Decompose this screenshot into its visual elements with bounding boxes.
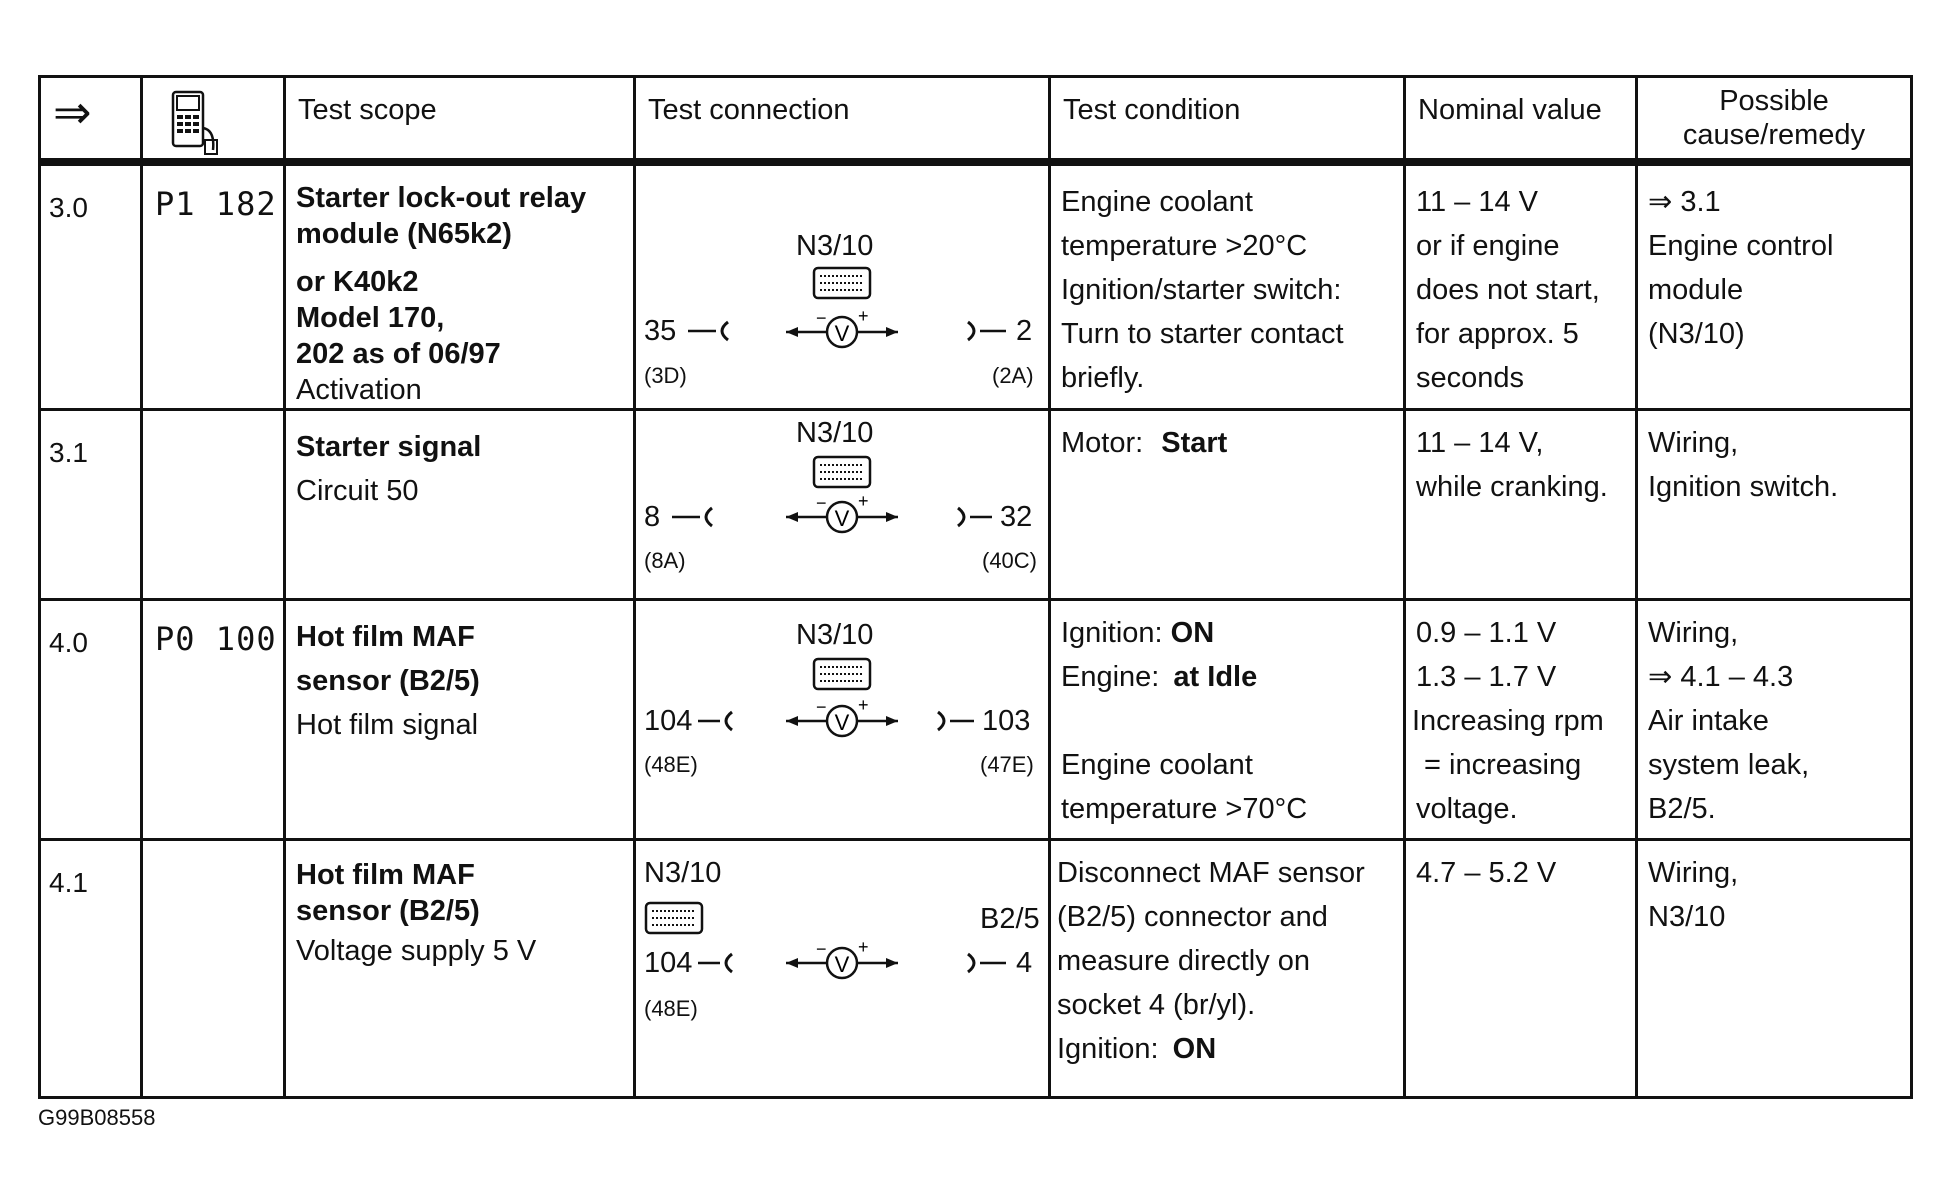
test-condition: Motor: Start [1061, 427, 1228, 459]
table-row [40, 600, 1912, 840]
test-condition: Ignition: ON Engine: at Idle Engine coolant temperature >70°C [1061, 617, 1308, 825]
test-scope: Starter signal Circuit 50 [296, 431, 482, 507]
voltmeter-icon [786, 491, 898, 532]
nominal-value: 11 – 14 V or if engine does not start, for approx. 5 seconds [1416, 186, 1600, 394]
right-pin: 2 [1016, 315, 1033, 347]
fault-code: P1 182 [155, 185, 277, 223]
test-connection [636, 601, 1048, 838]
test-connection [636, 841, 1048, 1096]
connection-diagram [636, 166, 1051, 408]
right-pin-sub: (47E) [980, 752, 1034, 777]
step-number: 4.1 [49, 867, 88, 898]
nominal-value: 4.7 – 5.2 V [1416, 857, 1557, 889]
ecu-connector-icon [814, 268, 870, 298]
possible-cause: ⇒ 3.1 Engine control module (N3/10) [1648, 186, 1834, 350]
header-row [40, 77, 1912, 163]
header-tester [142, 77, 285, 163]
svg-text:+: + [858, 695, 869, 715]
table-row [40, 162, 1912, 410]
fault-code: P0 100 [155, 620, 277, 658]
fault-code [143, 411, 283, 427]
svg-text:−: − [816, 308, 827, 328]
possible-cause: Wiring, Ignition switch. [1648, 427, 1839, 503]
svg-text:−: − [816, 493, 827, 513]
sensor-label: B2/5 [980, 903, 1040, 935]
ecu-connector-icon [646, 903, 702, 933]
svg-text:V: V [834, 710, 850, 735]
svg-text:V: V [834, 952, 850, 977]
header-possible-cause: Possible cause/remedy [1637, 77, 1912, 163]
module-label: N3/10 [796, 230, 874, 262]
svg-text:−: − [816, 939, 827, 959]
possible-cause: Wiring, ⇒ 4.1 – 4.3 Air intake system leak, B2/5. [1648, 617, 1810, 825]
module-label: N3/10 [796, 619, 874, 651]
step-number: 3.0 [49, 192, 88, 223]
svg-text:+: + [858, 491, 869, 511]
possible-cause: Wiring, N3/10 [1648, 857, 1739, 933]
diagnostic-table [38, 75, 1913, 1099]
svg-text:V: V [834, 321, 850, 346]
nominal-value: 0.9 – 1.1 V 1.3 – 1.7 V Increasing rpm = increasing voltage. [1412, 617, 1604, 825]
ecu-connector-icon [814, 457, 870, 487]
left-pin: 35 [644, 315, 677, 347]
arrow-icon: ⇒ [53, 86, 92, 138]
figure-code: G99B08558 [38, 1105, 156, 1130]
test-condition: Disconnect MAF sensor (B2/5) connector and measure directly on socket 4 (br/yl). Ignition: ON [1057, 857, 1365, 1065]
right-pin-sub: (2A) [992, 363, 1034, 388]
test-connection [636, 166, 1048, 408]
svg-text:V: V [834, 506, 850, 531]
module-label: N3/10 [644, 857, 722, 889]
left-pin: 8 [644, 501, 661, 533]
left-pin-sub: (3D) [644, 363, 687, 388]
step-number: 3.1 [49, 437, 88, 468]
tester-icon [165, 88, 225, 158]
voltmeter-icon [786, 695, 898, 736]
nominal-value: 11 – 14 V, while cranking. [1416, 427, 1608, 503]
header-nominal-value: Nominal value [1405, 77, 1637, 163]
left-pin: 104 [644, 705, 693, 737]
header-test-condition: Test condition [1050, 77, 1405, 163]
test-scope: Starter lock-out relay module (N65k2) or K40k2 Model 170, 202 as of 06/97 Activation [296, 182, 587, 406]
ecu-connector-icon [814, 659, 870, 689]
left-pin: 104 [644, 947, 693, 979]
svg-text:+: + [858, 306, 869, 326]
left-pin-sub: (48E) [644, 996, 698, 1021]
test-condition: Engine coolant temperature >20°C Ignition/starter switch: Turn to starter contact briefly. [1061, 186, 1344, 394]
header-test-connection: Test connection [635, 77, 1050, 163]
voltmeter-icon [786, 937, 898, 978]
test-scope: Hot film MAF sensor (B2/5) Hot film signal [296, 621, 480, 741]
connection-diagram [636, 841, 1051, 1096]
table-row [40, 840, 1912, 1098]
svg-text:+: + [858, 937, 869, 957]
left-pin-sub: (8A) [644, 548, 686, 573]
svg-text:−: − [816, 697, 827, 717]
right-pin: 32 [1000, 501, 1033, 533]
table-row [40, 410, 1912, 600]
right-pin: 103 [982, 705, 1031, 737]
voltmeter-icon [786, 306, 898, 347]
step-number: 4.0 [49, 627, 88, 658]
module-label: N3/10 [796, 417, 874, 449]
right-pin: 4 [1016, 947, 1033, 979]
test-scope: Hot film MAF sensor (B2/5) Voltage supply 5 V [296, 859, 537, 967]
header-test-scope: Test scope [285, 77, 635, 163]
header-step [40, 77, 142, 163]
fault-code [143, 841, 283, 857]
right-pin-sub: (40C) [982, 548, 1038, 573]
test-connection [636, 411, 1048, 598]
left-pin-sub: (48E) [644, 752, 698, 777]
